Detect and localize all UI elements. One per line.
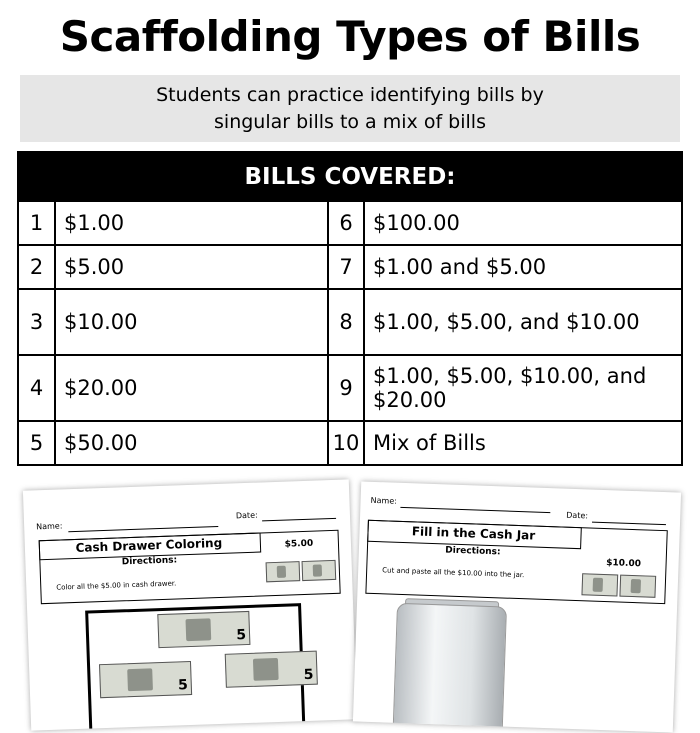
bill-number: 5 <box>177 677 189 694</box>
row-number: 4 <box>18 355 55 421</box>
row-number: 7 <box>328 245 364 289</box>
date-line <box>262 518 336 522</box>
table-row <box>18 245 682 289</box>
page-title: Scaffolding Types of Bills <box>59 12 641 61</box>
date-label: Date: <box>566 510 589 521</box>
worksheet-title: Cash Drawer Coloring <box>75 535 223 555</box>
date-line <box>592 522 666 526</box>
row-number: 6 <box>328 201 364 245</box>
table-header: BILLS COVERED: <box>18 152 682 201</box>
cash-jar <box>392 603 507 733</box>
subtitle-box <box>20 75 680 142</box>
table-row <box>18 201 682 245</box>
bill-value: $50.00 <box>55 421 328 465</box>
bill-image <box>225 651 318 688</box>
directions-label: Directions: <box>121 555 178 568</box>
bill-value: $100.00 <box>364 201 682 245</box>
row-number: 2 <box>18 245 55 289</box>
five-dollar-bill-back <box>302 560 337 581</box>
bill-value: $20.00 <box>55 355 328 421</box>
bill-value: $1.00 and $5.00 <box>364 245 682 289</box>
row-number: 1 <box>18 201 55 245</box>
table-row <box>18 421 682 465</box>
bill-value: $5.00 <box>55 245 328 289</box>
amount-label: $10.00 <box>606 558 642 570</box>
row-number: 3 <box>18 289 55 355</box>
bill-value: $1.00, $5.00, and $10.00 <box>364 289 682 355</box>
bill-image <box>157 611 250 648</box>
ten-dollar-bill-front <box>581 573 618 596</box>
row-number: 5 <box>18 421 55 465</box>
bill-number: 5 <box>236 627 247 644</box>
bill-value: $1.00 <box>55 201 328 245</box>
row-number: 9 <box>328 355 364 421</box>
bill-value: Mix of Bills <box>364 421 682 465</box>
subtitle-line-2: singular bills to a mix of bills <box>214 111 486 133</box>
row-number: 8 <box>328 289 364 355</box>
worksheet-preview-cash-jar <box>353 481 681 732</box>
worksheet-title: Fill in the Cash Jar <box>411 524 536 543</box>
ten-dollar-bill-back <box>619 575 656 598</box>
table-row <box>18 289 682 355</box>
instruction-text: Cut and paste all the $10.00 into the jar. <box>382 566 525 580</box>
instruction-text: Color all the $5.00 in cash drawer. <box>56 579 177 592</box>
amount-label: $5.00 <box>284 538 314 550</box>
table-row <box>18 355 682 421</box>
bills-table <box>17 151 683 466</box>
name-label: Name: <box>370 495 398 506</box>
directions-label: Directions: <box>445 545 501 558</box>
bill-value: $10.00 <box>55 289 328 355</box>
five-dollar-bill-front <box>266 561 301 582</box>
name-label: Name: <box>36 521 63 532</box>
worksheet-preview-cash-drawer <box>23 479 357 730</box>
name-line <box>68 526 218 532</box>
bill-image <box>99 661 192 698</box>
name-line <box>400 507 550 513</box>
subtitle-line-1: Students can practice identifying bills by <box>156 84 544 106</box>
bill-value: $1.00, $5.00, $10.00, and $20.00 <box>364 355 682 421</box>
bill-number: 5 <box>303 666 314 684</box>
date-label: Date: <box>235 510 258 521</box>
row-number: 10 <box>328 421 364 465</box>
